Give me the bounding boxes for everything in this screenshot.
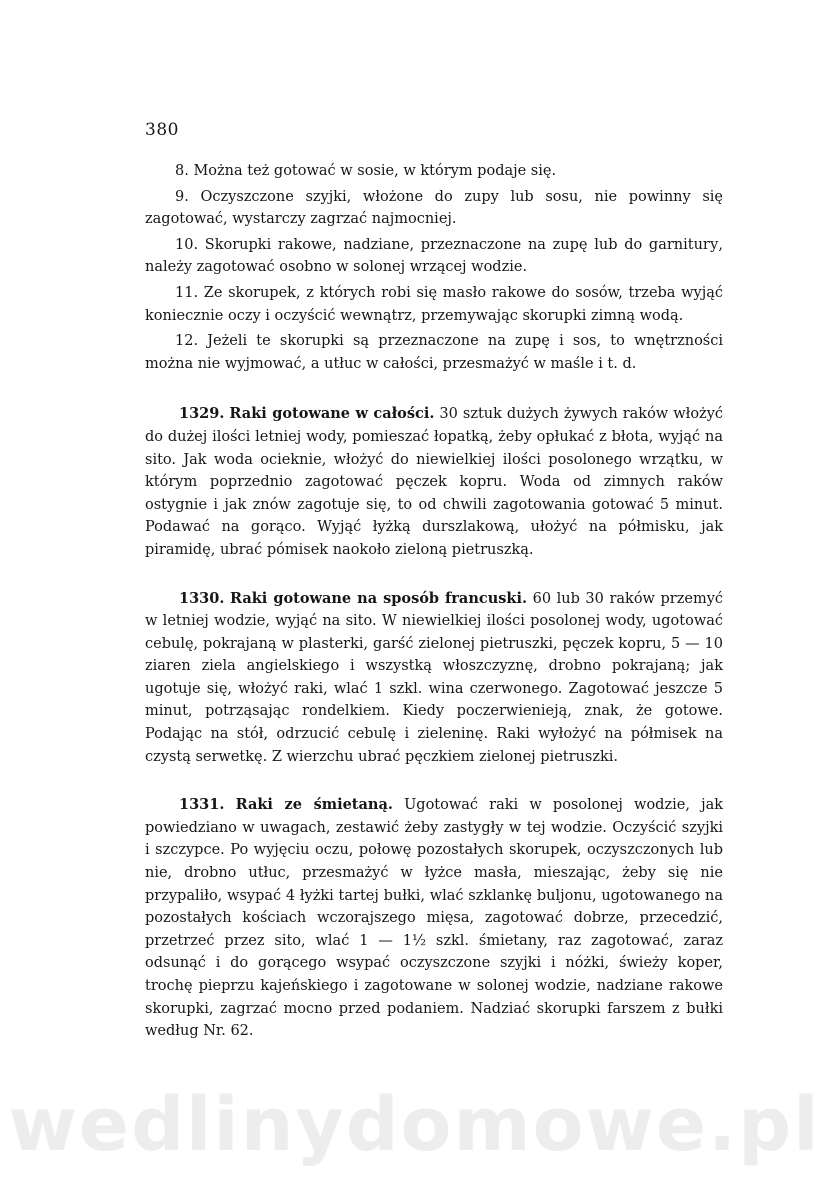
recipe-number: 1330. — [179, 589, 225, 607]
note-8: 8. Można też gotować w sosie, w którym podaje się. — [175, 163, 557, 179]
recipe-number: 1331. — [179, 796, 225, 814]
recipe-title: Raki gotowane w całości. — [229, 405, 435, 423]
recipe-body: 30 sztuk dużych żywych raków włożyć do dużej ilości letniej wody, pomieszać łopatką, żeby opłukać z błota, wyjąć na sito. Jak woda ocieknie, włożyć do niewielkiej ilości posolonego wrzątku, w którym poprzednio zagotować pęczek kopru. Woda od zimnych raków ostygnie i jak znów zagotuje się, to od chwili zagotowania gotować 5 minut. Podawać na gorąco. Wyjąć łyżką durszlakową, ułożyć na półmisku, jak piramidę, ubrać pómisek naokoło zieloną pietruszką. — [145, 406, 724, 558]
note-12: 12. Jeżeli te skorupki są przeznaczone na zupę i sos, to wnętrzności można nie wyjmować, a utłuc w całości, przesmażyć w maśle i t. d. — [145, 333, 723, 372]
recipe-1330 — [145, 588, 723, 769]
note-11: 11. Ze skorupek, z których robi się masło rakowe do sosów, trzeba wyjąć koniecznie oczy i oczyścić wewnątrz, przemywając skorupki zimną wodą. — [145, 284, 723, 324]
recipe-title: Raki ze śmietaną. — [235, 796, 393, 814]
recipe-1329 — [145, 403, 723, 561]
recipe-number: 1329. — [179, 405, 225, 423]
recipe-title: Raki gotowane na sposób francuski. — [229, 589, 528, 607]
note-9: 9. Oczyszczone szyjki, włożone do zupy lub sosu, nie powinny się zagotować, wystarczy zagrzać najmocniej. — [145, 188, 723, 228]
recipe-1331 — [145, 794, 723, 1043]
recipe-body: Ugotować raki w posolonej wodzie, jak powiedziano w uwagach, zestawić żeby zastygły w tej wodzie. Oczyścić szyjki i szczypce. Po wyjęciu oczu, połowę pozostałych skorupek, oczyszczonych lub nie, drobno utłuc, przesmażyć w łyżce masła, mieszając, żeby się nie przypaliło, wsypać 4 łyżki tartej bułki, wlać szklankę buljonu, ugotowanego na pozostałych kościach wczorajszego mięsa, zagotować dobrze, przecedzić, przetrzeć przez sito, wlać 1 — 1½ szkl. śmietany, raz zagotować, zaraz odsunąć i do gorącego wsypać oczyszczone szyjki i nóżki, świeży koper, trochę pieprzu kajeńskiego i zagotowane w solonej wodzie, nadziane rakowe skorupki, zagrzać mocno przed podaniem. Nadziać skorupki farszem z bułki według Nr. 62. — [145, 797, 724, 1040]
notes-list — [145, 160, 723, 375]
page-number: 380 — [145, 120, 179, 140]
note-10: 10. Skorupki rakowe, nadziane, przeznaczone na zupę lub do garniturу, należy zagotować osobno w solonej wrzącej wodzie. — [145, 236, 723, 276]
watermark: wedlinydomowe.pl — [8, 1082, 821, 1168]
page-content — [145, 160, 723, 1046]
recipe-body: 60 lub 30 raków przemyć w letniej wodzie, wyjąć na sito. W niewielkiej ilości posolonej wody, ugotować cebulę, pokrajaną w plasterki, garść zielonej pietruszki, pęczek kopru, 5 — 10 ziaren ziela angielskiego i wszystką włoszczyznę, drobno pokrajaną; jak ugotuje się, włożyć raki, wlać 1 szkl. wina czerwonego. Zagotować jeszcze 5 minut, potrząsając rondelkiem. Kiedy poczerwienieją, znak, że gotowe. Podając na stół, odrzucić cebulę i zieleninę. Raki wyłożyć na półmisek na czystą serwetkę. Z wierzchu ubrać pęczkiem zielonej pietruszki. — [145, 590, 724, 765]
